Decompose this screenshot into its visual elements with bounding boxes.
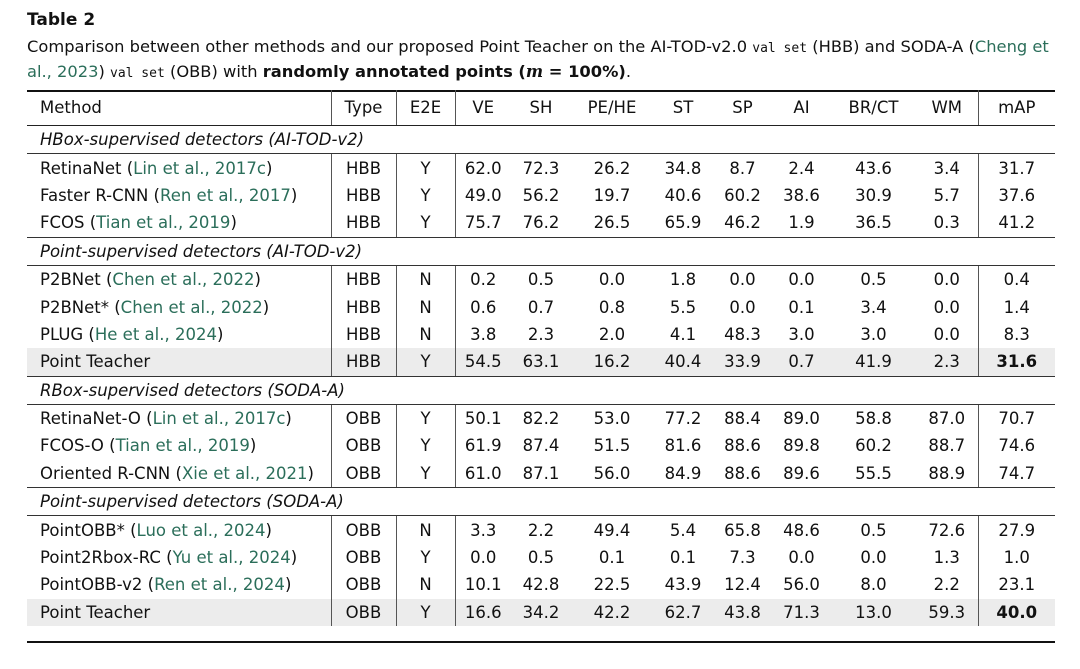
value-cell: 40.4 <box>653 348 713 376</box>
method-name: PLUG <box>40 324 84 344</box>
value-cell: 0.3 <box>916 209 978 237</box>
value-cell: 0.1 <box>598 548 626 568</box>
table-row <box>27 182 1055 209</box>
value-cell: 7.3 <box>729 548 756 568</box>
value-cell: 76.2 <box>511 209 571 237</box>
method-name: FCOS <box>40 213 85 233</box>
map-cell: 31.7 <box>998 158 1036 178</box>
citation-link[interactable]: Luo et al., 2024 <box>136 520 266 540</box>
citation-link[interactable]: He et al., 2024 <box>94 324 217 344</box>
value-cell: 0.5 <box>527 548 555 568</box>
value-cell: 43.9 <box>664 575 702 595</box>
value-cell: 3.3 <box>470 520 497 540</box>
value-cell: 62.7 <box>653 599 713 626</box>
table-caption <box>27 35 1057 85</box>
table-row <box>27 348 1055 376</box>
value-cell: 88.9 <box>916 460 978 488</box>
table-row <box>27 460 1055 488</box>
value-cell: 75.7 <box>455 209 511 237</box>
value-cell: 48.6 <box>783 520 820 540</box>
value-cell: 0.0 <box>860 548 887 568</box>
caption-text: Comparison between other methods and our proposed Point Teacher on the AI-TOD-v2.0 <box>27 37 753 56</box>
value-cell: 2.2 <box>916 571 978 598</box>
value-cell: 88.6 <box>724 436 761 456</box>
value-cell: 2.2 <box>527 520 555 540</box>
caption-text: (HBB) and SODA-A ( <box>807 37 975 56</box>
value-cell: 77.2 <box>664 409 702 429</box>
method-name: PointOBB* <box>40 520 125 540</box>
map-cell: 74.7 <box>978 460 1055 488</box>
value-cell: 89.6 <box>772 460 831 488</box>
column-header: SP <box>713 90 772 126</box>
value-cell: 0.6 <box>470 297 497 317</box>
value-cell: 1.9 <box>772 209 831 237</box>
value-cell: 3.0 <box>788 324 815 344</box>
value-cell: 8.0 <box>860 575 887 595</box>
value-cell: 2.0 <box>598 324 626 344</box>
value-cell: 0.0 <box>916 321 978 348</box>
caption-citation-link[interactable]: Cheng et al., 2023 <box>27 37 1049 81</box>
value-cell: 16.2 <box>571 348 653 376</box>
method-cell <box>27 348 331 376</box>
method-name: RetinaNet-O <box>40 409 141 429</box>
citation-link[interactable]: Ren et al., 2017 <box>159 185 291 205</box>
type-cell: OBB <box>331 544 396 571</box>
method-name: FCOS-O <box>40 436 104 456</box>
value-cell: 36.5 <box>831 209 916 237</box>
method-name: PointOBB-v2 <box>40 575 143 595</box>
table-row <box>27 404 1055 432</box>
method-cell: Faster R-CNN (Ren et al., 2017) <box>27 182 331 209</box>
table-row <box>27 265 1055 293</box>
method-name: Point Teacher <box>40 602 151 622</box>
value-cell: 65.9 <box>653 209 713 237</box>
table-label: Table 2 <box>27 10 96 30</box>
value-cell: 1.3 <box>916 544 978 571</box>
e2e-cell: Y <box>396 209 455 237</box>
value-cell: 55.5 <box>831 460 916 488</box>
value-cell: 87.0 <box>916 404 978 432</box>
value-cell: 61.0 <box>455 460 511 488</box>
value-cell: 63.1 <box>511 348 571 376</box>
value-cell: 49.4 <box>593 520 631 540</box>
column-header: Type <box>331 90 396 126</box>
value-cell: 72.3 <box>522 158 560 178</box>
citation-link[interactable]: Lin et al., 2017c <box>133 158 266 178</box>
value-cell: 88.4 <box>724 409 761 429</box>
value-cell: 2.3 <box>527 324 555 344</box>
section-header-row <box>27 488 1055 516</box>
value-cell: 5.5 <box>669 297 697 317</box>
value-cell: 0.5 <box>860 270 887 290</box>
table-row <box>27 599 1055 626</box>
map-cell: 74.6 <box>998 436 1036 456</box>
value-cell: 13.0 <box>831 599 916 626</box>
table-row <box>27 432 1055 459</box>
value-cell: 87.4 <box>522 436 560 456</box>
value-cell: 19.7 <box>593 185 631 205</box>
value-cell: 26.2 <box>593 158 631 178</box>
value-cell: 0.1 <box>788 297 815 317</box>
table-bottom-rule <box>27 641 1055 643</box>
value-cell: 61.9 <box>464 436 502 456</box>
citation-link[interactable]: Tian et al., 2019 <box>115 436 250 456</box>
method-cell <box>27 599 331 626</box>
value-cell: 0.7 <box>527 297 555 317</box>
citation-link[interactable]: Xie et al., 2021 <box>181 463 308 483</box>
map-cell: 70.7 <box>998 409 1036 429</box>
value-cell: 0.0 <box>729 270 756 290</box>
type-cell: HBB <box>331 265 396 293</box>
e2e-cell: Y <box>396 460 455 488</box>
value-cell: 3.4 <box>860 297 887 317</box>
value-cell: 8.7 <box>729 158 756 178</box>
map-cell: 1.0 <box>1003 548 1030 568</box>
map-cell: 41.2 <box>978 209 1055 237</box>
value-cell: 56.2 <box>522 185 560 205</box>
map-cell: 1.4 <box>1003 297 1030 317</box>
method-cell: FCOS-O (Tian et al., 2019) <box>27 432 331 459</box>
column-header: BR/CT <box>831 90 916 126</box>
value-cell: 51.5 <box>593 436 631 456</box>
type-cell: HBB <box>331 154 396 182</box>
e2e-cell: N <box>396 516 455 544</box>
method-name: Oriented R-CNN <box>40 463 171 483</box>
method-cell: PointOBB-v2 (Ren et al., 2024) <box>27 571 331 598</box>
value-cell: 5.7 <box>916 182 978 209</box>
value-cell: 0.0 <box>916 293 978 320</box>
type-cell: OBB <box>331 460 396 488</box>
caption-text: ) <box>98 62 110 81</box>
method-cell: FCOS (Tian et al., 2019) <box>27 209 331 237</box>
section-title: HBox-supervised detectors (AI-TOD-v2) <box>27 126 1055 154</box>
table-row <box>27 293 1055 320</box>
type-cell: OBB <box>331 404 396 432</box>
method-name: P2BNet <box>40 270 101 290</box>
method-cell: Oriented R-CNN (Xie et al., 2021) <box>27 460 331 488</box>
section-header-row <box>27 376 1055 404</box>
value-cell: 84.9 <box>653 460 713 488</box>
citation-link[interactable]: Chen et al., 2022 <box>112 270 255 290</box>
value-cell: 40.6 <box>664 185 702 205</box>
value-cell: 87.1 <box>511 460 571 488</box>
value-cell: 34.2 <box>511 599 571 626</box>
value-cell: 0.0 <box>729 297 756 317</box>
value-cell: 89.0 <box>783 409 820 429</box>
method-name: Point Teacher <box>40 352 151 372</box>
e2e-cell: N <box>396 265 455 293</box>
column-header: WM <box>916 90 978 126</box>
value-cell: 0.1 <box>669 548 697 568</box>
value-cell: 1.8 <box>669 270 697 290</box>
citation-link[interactable]: Yu et al., 2024 <box>172 548 291 568</box>
value-cell: 4.1 <box>669 324 697 344</box>
type-cell: OBB <box>331 571 396 598</box>
caption-mono: val set <box>110 66 165 81</box>
table-row <box>27 154 1055 182</box>
value-cell: 43.6 <box>855 158 892 178</box>
column-header: ST <box>653 90 713 126</box>
value-cell: 33.9 <box>713 348 772 376</box>
section-header-row <box>27 237 1055 265</box>
section-title: Point-supervised detectors (SODA-A) <box>27 488 1055 516</box>
e2e-cell: Y <box>396 348 455 376</box>
map-cell: 23.1 <box>998 575 1036 595</box>
table-row <box>27 209 1055 237</box>
value-cell: 0.7 <box>772 348 831 376</box>
type-cell: HBB <box>331 182 396 209</box>
method-cell: P2BNet (Chen et al., 2022) <box>27 265 331 293</box>
value-cell: 42.2 <box>571 599 653 626</box>
value-cell: 48.3 <box>724 324 761 344</box>
e2e-cell: N <box>396 293 455 320</box>
e2e-cell: Y <box>396 404 455 432</box>
value-cell: 53.0 <box>593 409 631 429</box>
value-cell: 0.0 <box>470 548 497 568</box>
value-cell: 49.0 <box>464 185 502 205</box>
value-cell: 0.5 <box>860 520 887 540</box>
map-cell: 31.6 <box>978 348 1055 376</box>
citation-link[interactable]: Tian et al., 2019 <box>96 213 231 233</box>
value-cell: 0.8 <box>598 297 626 317</box>
method-name: RetinaNet <box>40 158 122 178</box>
map-cell: 37.6 <box>998 185 1036 205</box>
value-cell: 82.2 <box>522 409 560 429</box>
value-cell: 22.5 <box>593 575 631 595</box>
e2e-cell: N <box>396 571 455 598</box>
value-cell: 26.5 <box>571 209 653 237</box>
method-cell: PLUG (He et al., 2024) <box>27 321 331 348</box>
value-cell: 60.2 <box>724 185 761 205</box>
value-cell: 38.6 <box>783 185 820 205</box>
e2e-cell: Y <box>396 154 455 182</box>
value-cell: 2.4 <box>788 158 815 178</box>
caption-text: . <box>625 62 632 81</box>
value-cell: 0.5 <box>527 270 555 290</box>
method-cell: PointOBB* (Luo et al., 2024) <box>27 516 331 544</box>
value-cell: 65.8 <box>724 520 761 540</box>
value-cell: 89.8 <box>783 436 820 456</box>
value-cell: 60.2 <box>855 436 892 456</box>
table-row <box>27 571 1055 598</box>
type-cell: HBB <box>331 321 396 348</box>
type-cell: HBB <box>331 293 396 320</box>
value-cell: 0.0 <box>788 548 815 568</box>
caption-bold: = 100%) <box>543 62 626 81</box>
value-cell: 71.3 <box>772 599 831 626</box>
citation-link[interactable]: Chen et al., 2022 <box>120 297 263 317</box>
column-header: E2E <box>396 90 455 126</box>
citation-link[interactable]: Ren et al., 2024 <box>154 575 285 595</box>
caption-mono: val set <box>752 41 808 56</box>
type-cell: OBB <box>331 599 396 626</box>
value-cell: 3.4 <box>916 154 978 182</box>
map-cell: 8.3 <box>1003 324 1030 344</box>
method-cell: Point2Rbox-RC (Yu et al., 2024) <box>27 544 331 571</box>
caption-text: (OBB) with <box>164 62 263 81</box>
method-cell: RetinaNet (Lin et al., 2017c) <box>27 154 331 182</box>
e2e-cell: Y <box>396 432 455 459</box>
value-cell: 54.5 <box>455 348 511 376</box>
method-cell: P2BNet* (Chen et al., 2022) <box>27 293 331 320</box>
caption-math-m: m <box>525 62 544 81</box>
header-row <box>27 90 1055 126</box>
value-cell: 12.4 <box>724 575 761 595</box>
section-title: Point-supervised detectors (AI-TOD-v2) <box>27 237 1055 265</box>
map-cell: 40.0 <box>978 599 1055 626</box>
column-header: mAP <box>978 90 1055 126</box>
value-cell: 0.0 <box>788 270 815 290</box>
value-cell: 0.2 <box>470 270 497 290</box>
table-row <box>27 544 1055 571</box>
method-name: Faster R-CNN <box>40 185 149 205</box>
section-header-row <box>27 126 1055 154</box>
value-cell: 5.4 <box>669 520 697 540</box>
value-cell: 30.9 <box>855 185 892 205</box>
value-cell: 50.1 <box>464 409 502 429</box>
value-cell: 56.0 <box>571 460 653 488</box>
column-header: SH <box>511 90 571 126</box>
e2e-cell: N <box>396 321 455 348</box>
type-cell: OBB <box>331 432 396 459</box>
column-header: PE/HE <box>571 90 653 126</box>
value-cell: 2.3 <box>916 348 978 376</box>
citation-link[interactable]: Lin et al., 2017c <box>152 409 286 429</box>
value-cell: 0.0 <box>916 265 978 293</box>
value-cell: 43.8 <box>713 599 772 626</box>
table-row <box>27 321 1055 348</box>
value-cell: 34.8 <box>664 158 702 178</box>
e2e-cell: Y <box>396 182 455 209</box>
type-cell: HBB <box>331 209 396 237</box>
value-cell: 59.3 <box>916 599 978 626</box>
method-name: P2BNet* <box>40 297 109 317</box>
value-cell: 41.9 <box>831 348 916 376</box>
method-name: Point2Rbox-RC <box>40 548 161 568</box>
results-table <box>27 90 1055 626</box>
column-header: Method <box>27 90 331 126</box>
caption-bold: randomly annotated points ( <box>262 62 526 81</box>
value-cell: 88.6 <box>713 460 772 488</box>
value-cell: 88.7 <box>916 432 978 459</box>
value-cell: 62.0 <box>464 158 502 178</box>
value-cell: 3.8 <box>470 324 497 344</box>
map-cell: 27.9 <box>998 520 1036 540</box>
value-cell: 46.2 <box>713 209 772 237</box>
method-cell: RetinaNet-O (Lin et al., 2017c) <box>27 404 331 432</box>
value-cell: 3.0 <box>860 324 887 344</box>
value-cell: 16.6 <box>455 599 511 626</box>
value-cell: 0.0 <box>598 270 626 290</box>
value-cell: 56.0 <box>783 575 820 595</box>
e2e-cell: Y <box>396 544 455 571</box>
e2e-cell: Y <box>396 599 455 626</box>
value-cell: 10.1 <box>464 575 502 595</box>
column-header: AI <box>772 90 831 126</box>
value-cell: 58.8 <box>855 409 892 429</box>
type-cell: HBB <box>331 348 396 376</box>
map-cell: 0.4 <box>1003 270 1030 290</box>
column-header: VE <box>455 90 511 126</box>
section-title: RBox-supervised detectors (SODA-A) <box>27 376 1055 404</box>
table-row <box>27 516 1055 544</box>
type-cell: OBB <box>331 516 396 544</box>
value-cell: 72.6 <box>916 516 978 544</box>
value-cell: 42.8 <box>522 575 560 595</box>
value-cell: 81.6 <box>664 436 702 456</box>
